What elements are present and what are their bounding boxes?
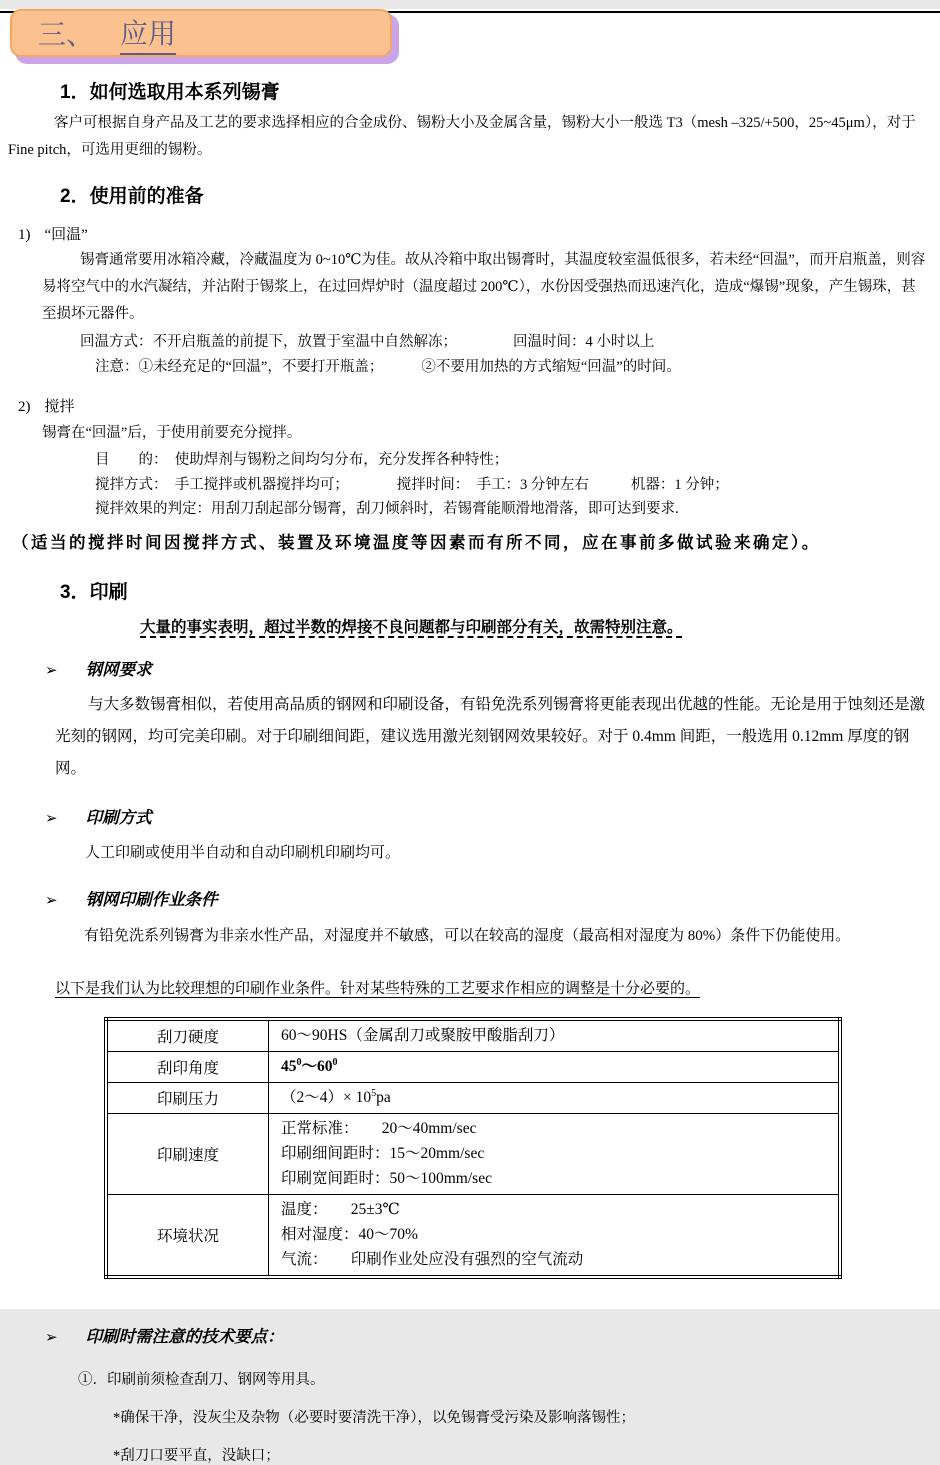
value-line: 温度： 25±3℃ bbox=[281, 1201, 400, 1218]
printing-method-para: 人工印刷或使用半自动和自动印刷机印刷均可。 bbox=[85, 844, 401, 861]
row-label: 刮印角度 bbox=[106, 1051, 269, 1082]
heading-preparation: 2．使用前的准备 bbox=[60, 186, 204, 207]
table-row-print-angle bbox=[106, 1051, 840, 1082]
bullet-title: 钢网印刷作业条件 bbox=[85, 890, 218, 909]
print-conditions-table bbox=[104, 1017, 842, 1279]
list-number: 1) bbox=[18, 227, 31, 243]
stencil-conditions-para: 有铅免洗系列锡膏为非亲水性产品，对湿度并不敏感，可以在较高的湿度（最高相对湿度为 80%）条件下仍能使用。 bbox=[84, 927, 851, 944]
table-intro: 以下是我们认为比较理想的印刷作业条件。针对某些特殊的工艺要求作相应的调整是十分必要的。 bbox=[55, 980, 701, 997]
table-row-environment bbox=[106, 1194, 840, 1277]
stirring-method-line bbox=[95, 473, 940, 498]
heading-select-paste: 1．如何选取用本系列锡膏 bbox=[60, 82, 280, 103]
row-value bbox=[269, 1113, 841, 1194]
rewarming-paragraph: 锡膏通常要用冰箱冷藏，冷藏温度为 0~10℃为佳。故从冷箱中取出锡膏时，其温度较室温低很多，若未经“回温”，而开启瓶盖，则容易将空气中的水汽凝结，并沾附于锡浆上，在过回焊炉时（温度超过 200℃），水份因受强热而迅速汽化，造成“爆锡”现象，产生锡珠，甚至损坏元器件。 bbox=[42, 252, 926, 322]
value-line: 正常标准： 20～40mm/sec bbox=[281, 1120, 477, 1137]
list-item-stirring bbox=[18, 395, 940, 416]
table-row-print-speed bbox=[106, 1113, 840, 1194]
bullet-stencil-requirements bbox=[45, 656, 940, 680]
bullet-title: 印刷方式 bbox=[85, 808, 152, 827]
stencil-requirements-para: 与大多数锡膏相似，若使用高品质的钢网和印刷设备，有铅免洗系列锡膏将更能表现出优越的性能。无论是用于蚀刻还是激光刻的钢网，均可完美印刷。对于印刷细间距，建议选用激光刻钢网效果较好。对于 0.4mm 间距，一般选用 0.12mm 厚度的钢网。 bbox=[55, 695, 926, 777]
row-label: 环境状况 bbox=[106, 1194, 269, 1277]
rewarming-method: 回温方式：不开启瓶盖的前提下，放置于室温中自然解冻； bbox=[80, 334, 457, 350]
heading-printing: 3．印刷 bbox=[60, 581, 128, 603]
stirring-judge: 搅拌效果的判定：用刮刀刮起部分锡膏，刮刀倾斜时，若锡膏能顺滑地滑落，即可达到要求. bbox=[95, 501, 679, 517]
rewarming-note-2: ②不要用加热的方式缩短“回温”的时间。 bbox=[421, 359, 681, 375]
row-value: $45^0\sim 60^0$ bbox=[269, 1051, 841, 1082]
stirring-intro: 锡膏在“回温”后，于使用前要充分搅拌。 bbox=[42, 425, 302, 441]
list-number: 2) bbox=[18, 399, 31, 415]
banner-prefix: 三、 bbox=[38, 20, 95, 51]
list-item-rewarming bbox=[18, 223, 940, 244]
bullet-title: 钢网要求 bbox=[85, 660, 152, 679]
rewarming-time: 回温时间：4 小时以上 bbox=[513, 334, 655, 350]
bullet-printing-method bbox=[45, 804, 940, 828]
section-banner bbox=[10, 9, 392, 57]
row-value: 60～90HS（金属刮刀或聚胺甲酸脂刮刀） bbox=[269, 1019, 841, 1052]
tech-point-sub-1: *确保干净，没灰尘及杂物（必要时要清洗干净），以免锡膏受污染及影响落锡性； bbox=[113, 1409, 635, 1426]
arrow-bullet-icon: ➢ bbox=[45, 1327, 58, 1346]
stirring-method: 搅拌方式： 手工搅拌或机器搅拌均可； bbox=[95, 476, 349, 493]
arrow-bullet-icon: ➢ bbox=[45, 890, 58, 909]
arrow-bullet-icon: ➢ bbox=[45, 808, 58, 827]
stirring-machine-time: 机器：1 分钟； bbox=[630, 476, 729, 493]
stirring-caution: （适当的搅拌时间因搅拌方式、装置及环境温度等因素而有所不同，应在事前多做试验来确定）。 bbox=[12, 532, 821, 552]
table-row-squeegee-hardness bbox=[106, 1019, 840, 1052]
row-value: （2～4）× $10^5pa$ bbox=[269, 1082, 841, 1113]
banner-title: 应用 bbox=[120, 12, 176, 55]
printing-key-note: 大量的事实表明，超过半数的焊接不良问题都与印刷部分有关，故需特别注意。 bbox=[140, 618, 683, 636]
bullet-title: 印刷时需注意的技术要点： bbox=[85, 1327, 284, 1346]
row-label: 印刷速度 bbox=[106, 1113, 269, 1194]
tech-point-1: ①．印刷前须检查刮刀、钢网等用具。 bbox=[78, 1371, 325, 1388]
stirring-time: 搅拌时间： 手工：3 分钟左右 bbox=[396, 476, 589, 493]
para-select-paste: 客户可根据自身产品及工艺的要求选择相应的合金成份、锡粉大小及金属含量，锡粉大小一般选 T3（mesh –325/+500，25~45μm），对于 Fine pitch，可选用更细的锡粉。 bbox=[8, 115, 916, 158]
rewarming-note-1: 注意：①未经充足的“回温”，不要打开瓶盖； bbox=[95, 359, 384, 375]
list-item-title: 搅拌 bbox=[44, 399, 75, 415]
list-item-title: “回温” bbox=[44, 227, 88, 243]
bullet-stencil-conditions bbox=[45, 886, 940, 910]
arrow-bullet-icon: ➢ bbox=[45, 660, 58, 679]
tech-point-sub-2: *刮刀口要平直，没缺口； bbox=[113, 1447, 280, 1464]
row-label: 印刷压力 bbox=[106, 1082, 269, 1113]
row-value bbox=[269, 1194, 841, 1277]
stirring-purpose: 目 的： 使助焊剂与锡粉之间均匀分布，充分发挥各种特性； bbox=[95, 452, 509, 468]
rewarming-method-line bbox=[80, 330, 940, 355]
value-line: 气流： 印刷作业处应没有强烈的空气流动 bbox=[281, 1251, 584, 1268]
document-page bbox=[0, 9, 940, 1464]
row-label: 刮刀硬度 bbox=[106, 1019, 269, 1052]
table-row-print-pressure bbox=[106, 1082, 840, 1113]
value-line: 相对湿度：40～70% bbox=[281, 1226, 418, 1243]
bullet-tech-points bbox=[45, 1323, 940, 1347]
value-line: 印刷细间距时：15～20mm/sec bbox=[281, 1145, 485, 1162]
value-line: 印刷宽间距时：50～100mm/sec bbox=[281, 1170, 492, 1187]
rewarming-note-line bbox=[95, 355, 940, 380]
